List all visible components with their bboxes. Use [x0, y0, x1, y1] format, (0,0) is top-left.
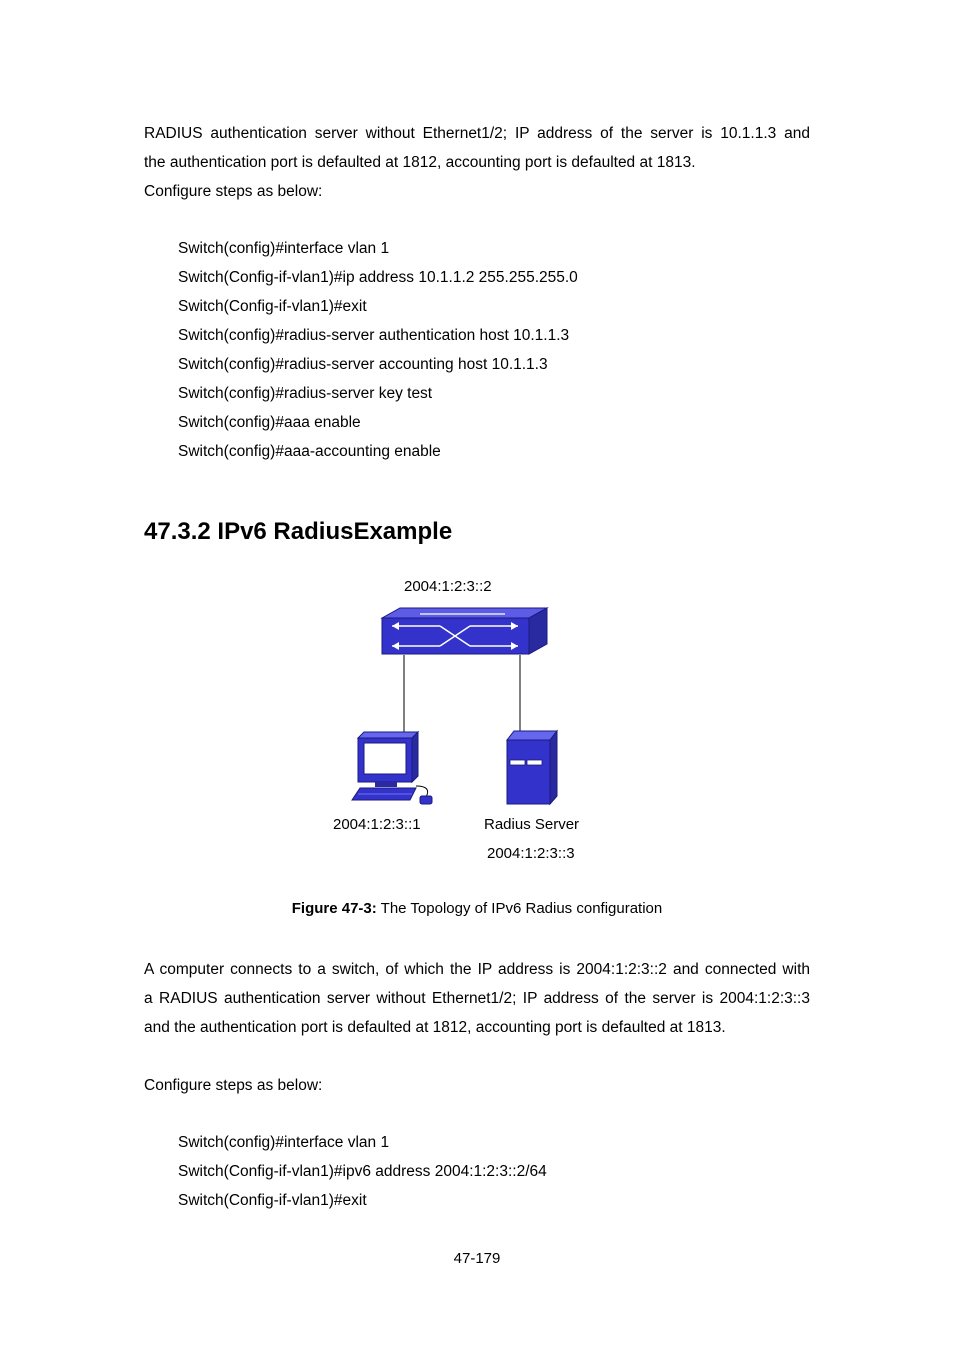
intro-line-1: RADIUS authentication server without Ethernet1/2; IP address of the server is 10.1.1.3 and	[144, 125, 810, 142]
code-line: Switch(Config-if-vlan1)#ipv6 address 2004:1:2:3::2/64	[178, 1163, 547, 1180]
configure-steps-label-2: Configure steps as below:	[144, 1077, 323, 1094]
server-ip-label: 2004:1:2:3::3	[487, 845, 575, 862]
pc-ip-label: 2004:1:2:3::1	[333, 816, 421, 833]
para2-line-1: A computer connects to a switch, of which the IP address is 2004:1:2:3::2 and connected with	[144, 961, 810, 978]
computer-icon	[352, 732, 432, 804]
code-line: Switch(config)#aaa-accounting enable	[178, 443, 441, 460]
intro-line-2: the authentication port is defaulted at 1812, accounting port is defaulted at 1813.	[144, 154, 696, 171]
server-name-label: Radius Server	[484, 816, 580, 833]
code-line: Switch(Config-if-vlan1)#ip address 10.1.1.2 255.255.255.0	[178, 269, 578, 286]
code-line: Switch(Config-if-vlan1)#exit	[178, 298, 367, 315]
page-number: 47-179	[453, 1250, 501, 1267]
code-line: Switch(config)#radius-server key test	[178, 385, 433, 402]
figure-caption-prefix: Figure 47-3:	[291, 900, 377, 917]
intro-paragraph	[144, 119, 810, 206]
code-line: Switch(config)#radius-server authentication host 10.1.1.3	[178, 327, 570, 344]
code-line: Switch(Config-if-vlan1)#exit	[178, 1192, 367, 1209]
code-block-ipv4	[178, 234, 578, 466]
code-line: Switch(config)#radius-server accounting host 10.1.1.3	[178, 356, 548, 373]
code-line: Switch(config)#interface vlan 1	[178, 1134, 390, 1151]
figure-caption	[0, 900, 954, 917]
code-block-ipv6	[178, 1128, 547, 1215]
switch-ip-label: 2004:1:2:3::2	[404, 578, 492, 595]
para2-line-2: a RADIUS authentication server without Ethernet1/2; IP address of the server is 2004:1:2:3::3	[144, 990, 810, 1007]
topology-diagram	[0, 600, 954, 860]
code-line: Switch(config)#aaa enable	[178, 414, 361, 431]
figure-caption-text: The Topology of IPv6 Radius configuration	[376, 900, 663, 917]
para2-line-3: and the authentication port is defaulted at 1812, accounting port is defaulted at 1813.	[144, 1019, 726, 1036]
configure-steps-label: Configure steps as below:	[144, 183, 323, 200]
ipv6-description-paragraph	[144, 955, 810, 1042]
server-icon	[507, 731, 557, 804]
switch-icon	[382, 608, 547, 654]
code-line: Switch(config)#interface vlan 1	[178, 240, 390, 257]
section-heading: 47.3.2 IPv6 RadiusExample	[144, 518, 453, 545]
